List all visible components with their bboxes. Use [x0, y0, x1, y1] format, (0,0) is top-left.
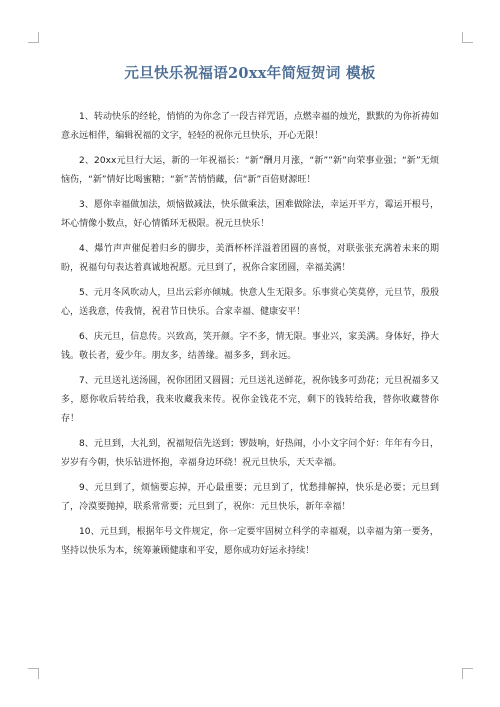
paragraph-1: 1、转动快乐的经轮，悄悄的为你念了一段吉祥咒语，点燃幸福的烛光，默默的为你祈祷如意永远相伴，编辑祝福的文字，轻轻的祝你元旦快乐，开心无限！: [61, 112, 439, 141]
paragraph-10: 10、元旦到，根据年号文件规定，你一定要牢固树立科学的幸福观，以幸福为第一要务，坚持以快乐为本，统筹兼顾健康和平安，愿你成功好运永持续！: [61, 527, 439, 556]
paragraph-2: 2、20xx元旦行大运，新的一年祝福长：“新”酬月月涨，“新””新”向荣事业强；“新”无烦恼伤，“新”情好比喝蜜糖；“新”苦悄悄藏，信“新”百倍财源旺！: [61, 156, 439, 185]
page-corner-mark-top-left: [28, 32, 39, 43]
paragraph-6: 6、庆元旦，信息传。兴致高，笑开颜。字不多，情无限。事业兴，家美满。身体好，挣大钱。敬长者，爱少年。朋友多，结善缘。福多多，到永远。: [61, 332, 439, 361]
paragraph-5: 5、元月冬风吹动人，旦出云彩亦倾城。快意人生无限多。乐事赏心笑莫停，元旦节，殷殷心，送我意，传我情，祝君节日快乐。合家幸福、健康安平！: [61, 288, 439, 317]
page-corner-mark-bottom-left: [28, 668, 39, 679]
paragraph-7: 7、元旦送礼送汤圆，祝你团团又圆圆；元旦送礼送鲜花，祝你钱多可劲花；元旦祝福多又多，愿你收后转给我，我来收藏我来传。祝你金钱花不完，剩下的钱转给我，替你收藏替你存！: [61, 376, 439, 424]
paragraph-8: 8、元旦到，大礼到，祝福短信先送到；锣鼓响，好热闹，小小文字问个好：年年有今日，岁岁有今朝，快乐钻进怀抱，幸福身边环绕！祝元旦快乐，天天幸福。: [61, 439, 439, 468]
paragraph-9: 9、元旦到了，烦恼要忘掉，开心最重要；元旦到了，忧愁排解掉，快乐是必要；元旦到了，冷漠要抛掉，联系常常要；元旦到了，祝你：元旦快乐，新年幸福！: [61, 483, 439, 512]
paragraph-4: 4、爆竹声声催促着归乡的脚步，美酒杯杯洋溢着团圆的喜悦，对联张张充满着未来的期盼，祝福句句表达着真诚地祝愿。元旦到了，祝你合家团圆，幸福美满！: [61, 244, 439, 273]
page-corner-mark-bottom-right: [462, 668, 473, 679]
document-body: [61, 108, 439, 567]
page-corner-mark-top-right: [462, 32, 473, 43]
document-title: 元旦快乐祝福语20xx年简短贺词 模板: [124, 65, 376, 82]
paragraph-3: 3、愿你幸福做加法，烦恼做减法，快乐做乘法，困难做除法，幸运开平方，霉运开根号，坏心情像小数点，好心情循环无极限。祝元旦快乐！: [61, 200, 439, 229]
